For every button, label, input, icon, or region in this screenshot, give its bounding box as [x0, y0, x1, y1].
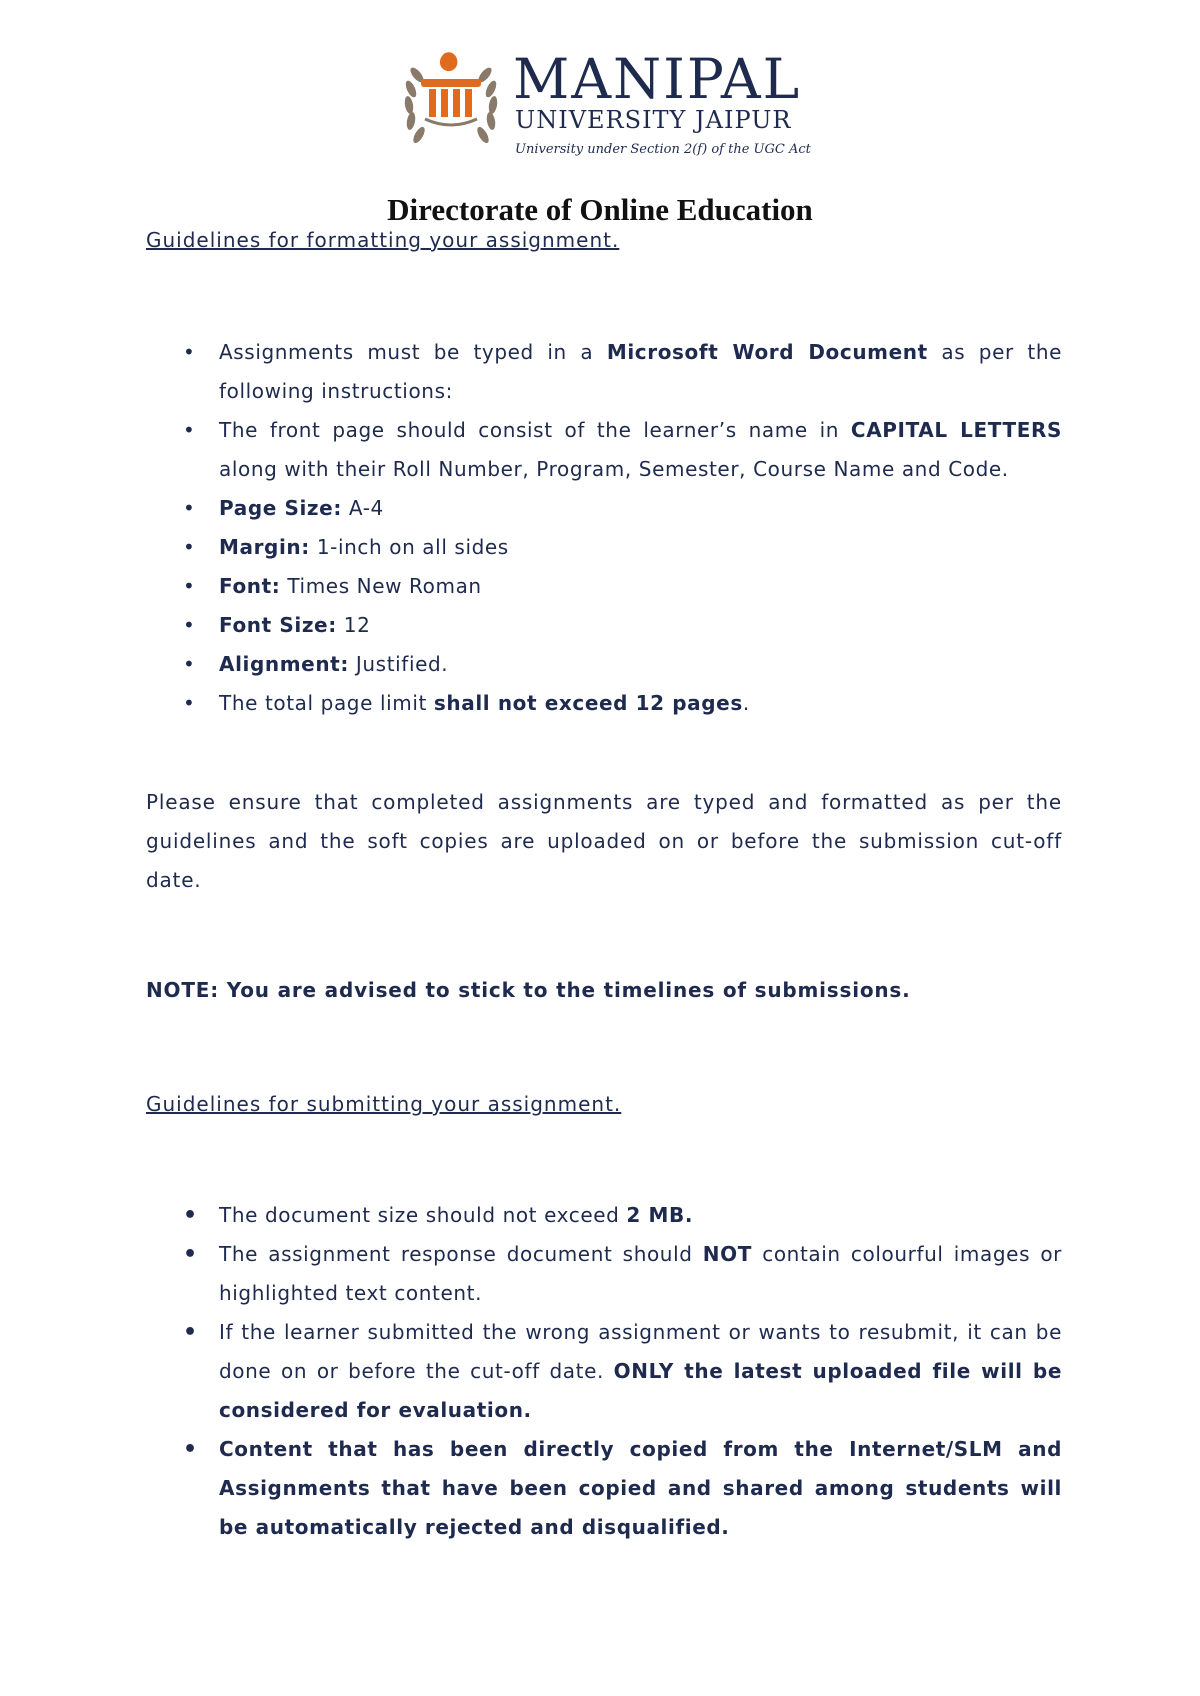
- list-item: • The assignment response document should NOT contain colourful images or highlighted text content.: [146, 1235, 1062, 1313]
- ensure-paragraph: Please ensure that completed assignments are typed and formatted as per the guidelines and the soft copies are uploaded on or before the submission cut-off date.: [146, 790, 1062, 892]
- submitting-heading: Guidelines for submitting your assignment.: [146, 1092, 622, 1116]
- list-item: • Font Size: 12: [146, 606, 1062, 645]
- list-item: • The front page should consist of the learner’s name in CAPITAL LETTERS along with their Roll Number, Program, Semester, Course Name and Code.: [146, 411, 1062, 489]
- formatting-list: [146, 333, 1062, 723]
- list-item: • Page Size: A-4: [146, 489, 1062, 528]
- list-item: • If the learner submitted the wrong assignment or wants to resubmit, it can be done on or before the cut-off date. ONLY the latest uploaded file will be considered for evaluation.: [146, 1313, 1062, 1430]
- brand-subtitle: UNIVERSITY JAIPUR: [515, 106, 792, 134]
- university-logo: [395, 45, 835, 165]
- submitting-list: [146, 1196, 1062, 1547]
- brand-act-line: University under Section 2(f) of the UGC Act: [515, 142, 811, 157]
- list-item: • Content that has been directly copied from the Internet/SLM and Assignments that have been copied and shared among students will be automatically rejected and disqualified.: [146, 1430, 1062, 1547]
- list-item: • Margin: 1-inch on all sides: [146, 528, 1062, 567]
- list-item: • Font: Times New Roman: [146, 567, 1062, 606]
- list-item: • Assignments must be typed in a Microsoft Word Document as per the following instructions:: [146, 333, 1062, 411]
- note-text: NOTE: You are advised to stick to the timelines of submissions.: [146, 978, 911, 1002]
- page-title: Directorate of Online Education: [387, 192, 813, 227]
- brand-name: MANIPAL: [513, 47, 802, 111]
- formatting-heading: Guidelines for formatting your assignment.: [146, 228, 620, 252]
- list-item: • Alignment: Justified.: [146, 645, 1062, 684]
- list-item: • The total page limit shall not exceed 12 pages.: [146, 684, 1062, 723]
- list-item: • The document size should not exceed 2 MB.: [146, 1196, 1062, 1235]
- university-seal-icon: [395, 45, 507, 157]
